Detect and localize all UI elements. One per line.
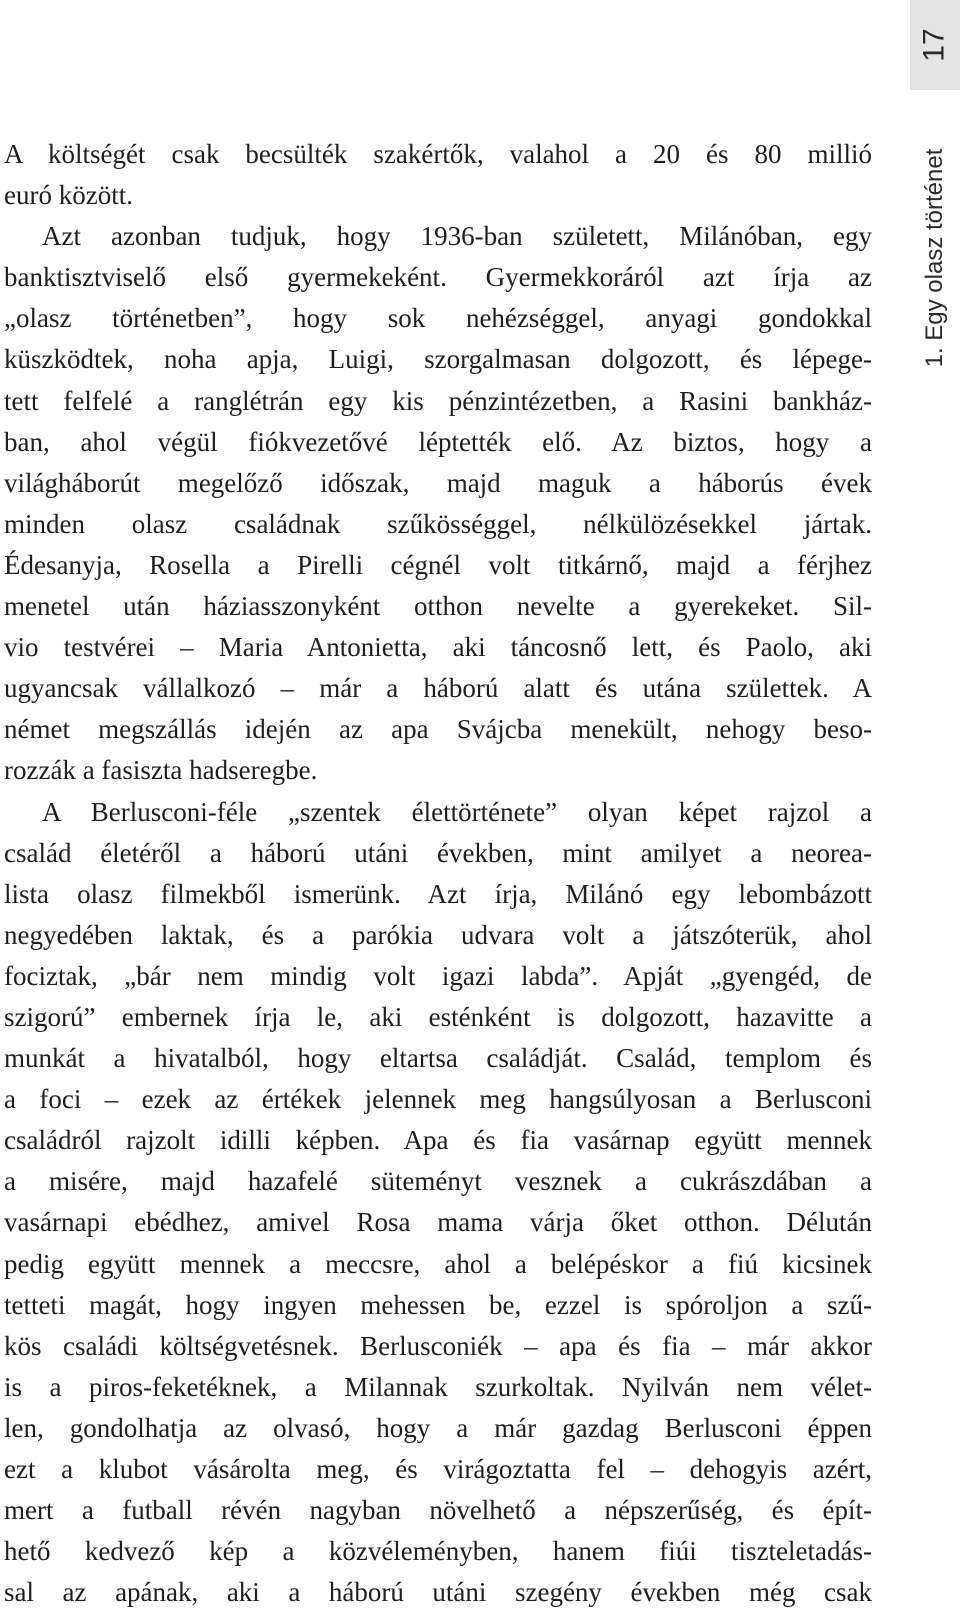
text-line: banktisztviselő első gyermekeként. Gyermekkoráról azt írja az	[4, 262, 872, 293]
text-line: német megszállás idején az apa Svájcba menekült, nehogy beso-	[4, 714, 872, 745]
text-line: munkát a hivatalból, hogy eltartsa családját. Család, templom és	[4, 1043, 872, 1074]
text-line: mert a futball révén nagyban növelhető a népszerűség, és épít-	[4, 1495, 872, 1526]
text-line: A Berlusconi-féle „szentek élettörténete” olyan képet rajzol a	[42, 796, 872, 827]
text-line: vio testvérei – Maria Antonietta, aki táncosnő lett, és Paolo, aki	[4, 632, 872, 663]
text-line: ugyancsak vállalkozó – már a háború alatt és utána születtek. A	[4, 673, 872, 704]
text-line: kös családi költségvetésnek. Berlusconiék – apa és fia – már akkor	[4, 1330, 872, 1361]
text-line: családról rajzolt idilli képben. Apa és fia vasárnap együtt mennek	[4, 1125, 872, 1156]
text-line: szigorú” embernek írja le, aki esténként is dolgozott, hazavitte a	[4, 1001, 872, 1032]
body-text	[4, 134, 872, 1613]
text-line: Édesanyja, Rosella a Pirelli cégnél volt titkárnő, majd a férjhez	[4, 549, 872, 580]
text-line: negyedében laktak, és a parókia udvara volt a játszóterük, ahol	[4, 919, 872, 950]
text-line: ban, ahol végül fiókvezetővé léptették elő. Az biztos, hogy a	[4, 426, 872, 457]
text-line: sal az apának, aki a háború utáni szegény években még csak	[4, 1577, 872, 1608]
running-head: 1. Egy olasz történet	[921, 148, 948, 368]
text-line: tett felfelé a ranglétrán egy kis pénzintézetben, a Rasini bankház-	[4, 385, 872, 416]
text-line: család életéről a háború utáni években, mint amilyet a neorea-	[4, 837, 872, 868]
text-line: fociztak, „bár nem mindig volt igazi labda”. Apját „gyengéd, de	[4, 960, 872, 991]
text-line: len, gondolhatja az olvasó, hogy a már gazdag Berlusconi éppen	[4, 1412, 872, 1443]
page-number-tab	[910, 0, 960, 90]
text-line: lista olasz filmekből ismerünk. Azt írja, Milánó egy lebombázott	[4, 878, 872, 909]
text-line: hető kedvező kép a közvéleményben, hanem fiúi tiszteletadás-	[4, 1536, 872, 1567]
text-line: minden olasz családnak szűkösséggel, nélkülözésekkel jártak.	[4, 508, 872, 539]
text-line: tetteti magát, hogy ingyen mehessen be, ezzel is spóroljon a szű-	[4, 1289, 872, 1320]
page-number: 17	[918, 28, 951, 62]
text-line: a foci – ezek az értékek jelennek meg hangsúlyosan a Berlusconi	[4, 1084, 872, 1115]
text-line: Azt azonban tudjuk, hogy 1936-ban született, Milánóban, egy	[42, 221, 872, 252]
text-line: pedig együtt mennek a meccsre, ahol a belépéskor a fiú kicsinek	[4, 1248, 872, 1279]
text-line: euró között.	[4, 180, 133, 211]
text-line: menetel után háziasszonyként otthon nevelte a gyerekeket. Sil-	[4, 591, 872, 622]
text-line: ezt a klubot vásárolta meg, és virágoztatta fel – dehogyis azért,	[4, 1454, 872, 1484]
text-line: is a piros-feketéknek, a Milannak szurkoltak. Nyilván nem vélet-	[4, 1371, 872, 1402]
text-line: a misére, majd hazafelé süteményt vesznek a cukrászdában a	[4, 1166, 872, 1197]
text-line: küszködtek, noha apja, Luigi, szorgalmasan dolgozott, és lépege-	[4, 344, 872, 375]
text-line: „olasz történetben”, hogy sok nehézséggel, anyagi gondokkal	[4, 303, 872, 334]
text-line: vasárnapi ebédhez, amivel Rosa mama várja őket otthon. Délután	[4, 1207, 872, 1238]
text-line: rozzák a fasiszta hadseregbe.	[4, 755, 318, 786]
text-line: világháborút megelőző időszak, majd maguk a háborús évek	[4, 467, 872, 498]
text-line: A költségét csak becsülték szakértők, valahol a 20 és 80 millió	[4, 139, 872, 169]
